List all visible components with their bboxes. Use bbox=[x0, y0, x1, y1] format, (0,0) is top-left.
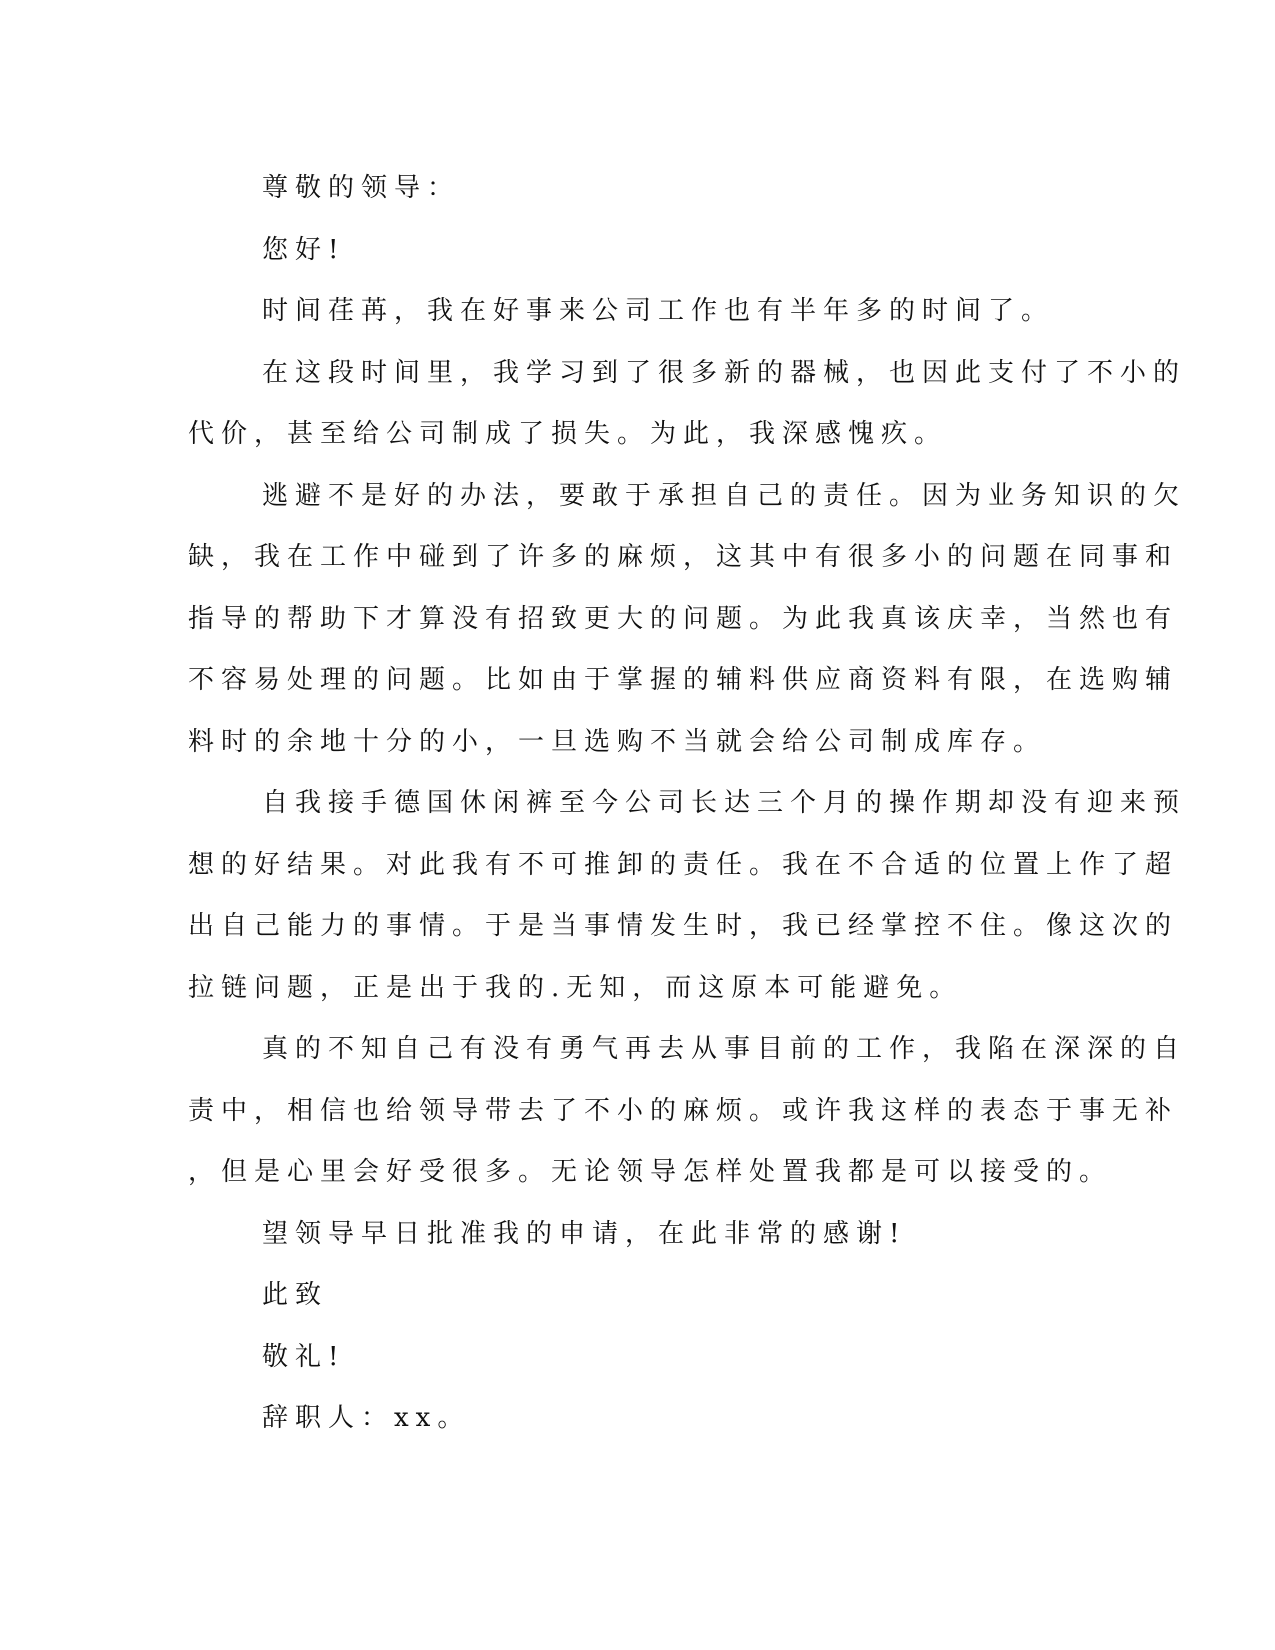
paragraph-line: 指导的帮助下才算没有招致更大的问题。为此我真该庆幸，当然也有 bbox=[188, 603, 1179, 634]
salutation: 尊敬的领导： bbox=[262, 173, 461, 203]
paragraph-line: 不容易处理的问题。比如由于掌握的辅料供应商资料有限，在选购辅 bbox=[188, 665, 1179, 695]
paragraph-line: 在这段时间里，我学习到了很多新的器械，也因此支付了不小的 bbox=[262, 357, 1187, 388]
paragraph-line: 责中，相信也给领导带去了不小的麻烦。或许我这样的表态于事无补 bbox=[188, 1095, 1179, 1126]
closing-salute: 敬礼! bbox=[262, 1341, 346, 1372]
paragraph-line: 拉链问题，正是出于我的.无知，而这原本可能避免。 bbox=[188, 972, 963, 1003]
paragraph-line: 料时的余地十分的小，一旦选购不当就会给公司制成库存。 bbox=[188, 726, 1047, 757]
paragraph-line: 望领导早日批准我的申请，在此非常的感谢! bbox=[262, 1218, 907, 1249]
signature-line: 辞职人：xx。 bbox=[262, 1403, 471, 1433]
paragraph-line: 出自己能力的事情。于是当事情发生时，我已经掌控不住。像这次的 bbox=[188, 911, 1179, 941]
paragraph-line: 逃避不是好的办法，要敢于承担自己的责任。因为业务知识的欠 bbox=[262, 480, 1187, 511]
paragraph-line: 真的不知自己有没有勇气再去从事目前的工作，我陷在深深的自 bbox=[262, 1034, 1187, 1064]
greeting: 您好! bbox=[262, 234, 346, 265]
paragraph-line: 想的好结果。对此我有不可推卸的责任。我在不合适的位置上作了超 bbox=[188, 849, 1179, 880]
paragraph-line: 代价，甚至给公司制成了损失。为此，我深感愧疚。 bbox=[188, 419, 948, 449]
paragraph-line: ，但是心里会好受很多。无论领导怎样处置我都是可以接受的。 bbox=[188, 1157, 1113, 1187]
letter-body bbox=[188, 158, 1187, 1450]
closing-line: 此致 bbox=[262, 1280, 329, 1310]
paragraph-line: 时间荏苒，我在好事来公司工作也有半年多的时间了。 bbox=[262, 296, 1055, 326]
paragraph-line: 缺，我在工作中碰到了许多的麻烦，这其中有很多小的问题在同事和 bbox=[188, 542, 1179, 572]
paragraph-line: 自我接手德国休闲裤至今公司长达三个月的操作期却没有迎来预 bbox=[262, 788, 1187, 818]
